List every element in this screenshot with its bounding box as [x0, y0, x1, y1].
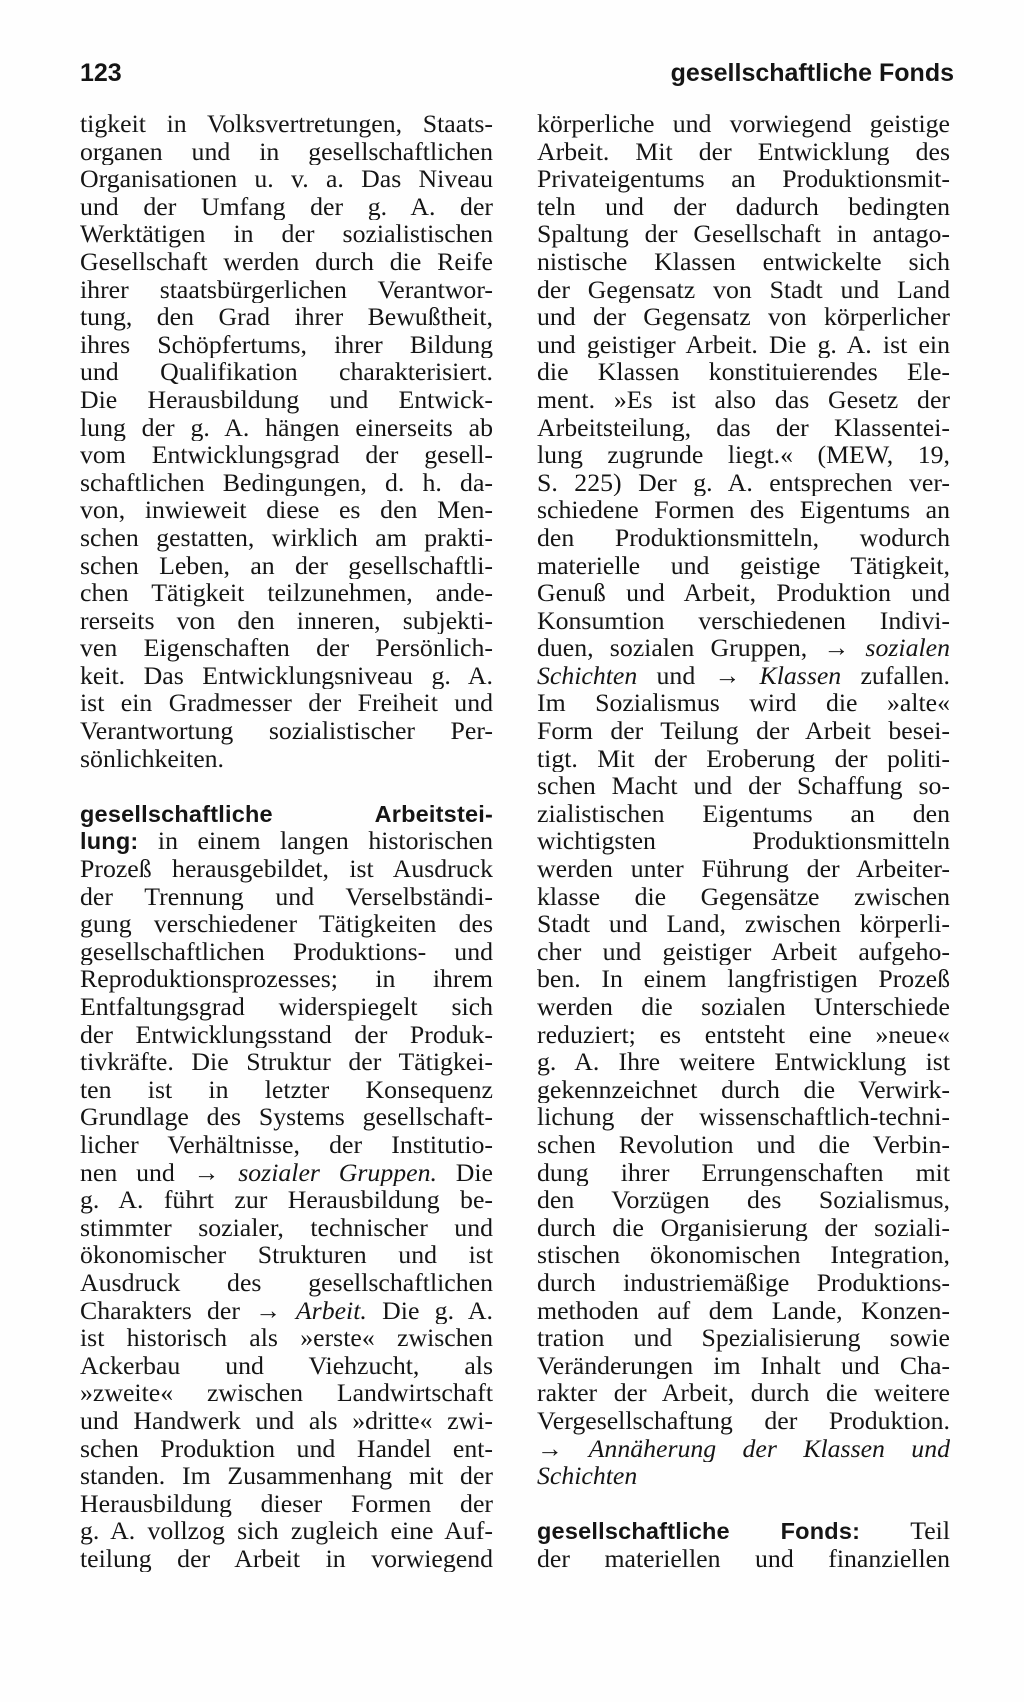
text-line: Vergesellschaftung der Produktion.	[537, 1406, 950, 1435]
text-line: Prozeß herausgebildet, ist Ausdruck	[80, 855, 493, 883]
text-line: ist historisch als »erste« zwischen	[80, 1324, 493, 1352]
text-line: werden unter Führung der Arbeiter-	[537, 855, 950, 883]
text-line: Form der Teilung der Arbeit besei-	[537, 717, 950, 745]
text-line: und der Gegensatz von körperlicher	[537, 303, 950, 331]
entry-gesellschaftliche-fonds: gesellschaftliche Fonds: Teil der materiellen und finanziellen	[537, 1517, 950, 1573]
text-line: ihrer staatsbürgerlichen Verantwor-	[80, 275, 493, 304]
text-line: schiedene Formen des Eigentums an	[537, 496, 950, 524]
text-line: teilung der Arbeit in vorwiegend	[80, 1544, 493, 1573]
text-line: licher Verhältnisse, der Institutio-	[80, 1130, 493, 1159]
text-line: durch die Organisierung der soziali-	[537, 1213, 950, 1242]
cross-reference-link[interactable]: sozialen	[849, 634, 950, 662]
page-number: 123	[80, 59, 122, 87]
text-line: tration und Spezialisierung sowie	[537, 1324, 950, 1352]
text-line: g. A. Ihre weitere Entwicklung ist	[537, 1048, 950, 1076]
cross-reference-link[interactable]: Annäherung der Klassen und	[562, 1434, 950, 1463]
text-line: lichung der wissenschaftlich-techni-	[537, 1103, 950, 1131]
text-line: Reproduktionsprozesses; in ihrem	[80, 965, 493, 993]
text-line: Arbeitsteilung, das der Klassentei-	[537, 413, 950, 442]
text-line: Genuß und Arbeit, Produktion und	[537, 579, 950, 607]
text-line: Verantwortung sozialistischer Per-	[80, 717, 493, 745]
text-line: durch industriemäßige Produktions-	[537, 1268, 950, 1297]
cross-ref-arrow: →	[823, 634, 850, 662]
text-line: organen und in gesellschaftlichen	[80, 137, 493, 166]
text-line: dung ihrer Errungenschaften mit	[537, 1158, 950, 1187]
text-line: und der Umfang der g. A. der	[80, 192, 493, 221]
cross-ref-arrow: →	[255, 1296, 282, 1325]
text-line: und Handwerk und als »dritte« zwi-	[80, 1406, 493, 1435]
text-line: lung der g. A. hängen einerseits ab	[80, 413, 493, 442]
text-line: Im Sozialismus wird die »alte«	[537, 689, 950, 718]
cross-reference-link[interactable]: Klassen	[740, 661, 842, 690]
text-line: lung zugrunde liegt.« (MEW, 19,	[537, 441, 950, 469]
text-line: stimmter sozialer, technischer und	[80, 1213, 493, 1242]
text-line: gung verschiedener Tätigkeiten des	[80, 910, 493, 938]
left-column	[80, 110, 493, 1572]
entry-text	[537, 110, 950, 634]
text-line: gesellschaftlichen Produktions- und	[80, 937, 493, 966]
text-line: ökonomischer Strukturen und ist	[80, 1241, 493, 1269]
entry-text	[80, 1186, 493, 1296]
text-line: wichtigsten Produktionsmitteln	[537, 827, 950, 856]
text-line: chen Tätigkeit teilzunehmen, ande-	[80, 579, 493, 607]
text-line: S. 225) Der g. A. entsprechen ver-	[537, 468, 950, 497]
text-line: schen gestatten, wirklich am prakti-	[80, 523, 493, 552]
text-line: Organisationen u. v. a. Das Niveau	[80, 165, 493, 193]
text-line: g. A. führt zur Herausbildung be-	[80, 1186, 493, 1214]
headword: gesellschaftliche Arbeitstei-	[80, 800, 493, 827]
text-line: den Produktionsmitteln, wodurch	[537, 523, 950, 552]
page-header	[80, 56, 954, 90]
text-line: standen. Im Zusammenhang mit der	[80, 1462, 493, 1490]
running-head: gesellschaftliche Fonds	[670, 59, 954, 87]
text-line: die Klassen konstituierendes Ele-	[537, 358, 950, 386]
text-line: vom Entwicklungsgrad der gesell-	[80, 441, 493, 469]
text-line: ten ist in letzter Konsequenz	[80, 1075, 493, 1104]
text-line: keit. Das Entwicklungsniveau g. A.	[80, 661, 493, 690]
text-line: Herausbildung dieser Formen der	[80, 1489, 493, 1518]
text-line: Die Herausbildung und Entwick-	[80, 385, 493, 414]
text-line: Konsumtion verschiedenen Indivi-	[537, 606, 950, 635]
text-line: sönlichkeiten.	[80, 744, 224, 773]
text-line: ben. In einem langfristigen Prozeß	[537, 965, 950, 993]
cross-reference-link[interactable]: Arbeit.	[281, 1296, 367, 1325]
entry-text	[80, 855, 493, 1159]
text-line: Stadt und Land, zwischen körperli-	[537, 910, 950, 938]
headword-cont: lung:	[80, 828, 139, 855]
text-line: der Entwicklungsstand der Produk-	[80, 1020, 493, 1049]
text-line: »zweite« zwischen Landwirtschaft	[80, 1379, 493, 1407]
text-line: tung, den Grad ihrer Bewußtheit,	[80, 303, 493, 331]
right-column: körperliche und vorwiegend geistige Arbeit. Mit der Entwicklung des Privateigentums an Produktionsmit- teln und der dadurch bedingten Spaltung der Gesellschaft in antago- nistische Klassen entwickelte sich der Gegensatz von Stadt und Land und der Gegensatz von körperlicher und geistiger Arbeit. Die g. A. ist ein die Klassen konstituierendes Ele- ment. »Es ist also das Gesetz der Arbeitsteilung, das der Klassentei- lung zugrunde liegt.« (MEW, 19, S. 225) Der g. A. entsprechen ver- schiedene Formen des Eigentums an den Produktionsmitteln, wodurch materielle und geistige Tätigkeit, Genuß und Arbeit, Produktion und Konsumtion verschiedenen Indivi- duen, sozialen Gruppen, → sozialen Schichten und → Klassen zufallen. Im Sozialismus wird die »alte« Form der Teilung der Arbeit besei- tigt. Mit der Eroberung der politi- schen Macht und der Schaffung so- zialistischen Eigentums an den wichtigsten Produktionsmitteln werden unter Führung der Arbeiter- klasse die Gegensätze zwischen Stadt und Land, zwischen körperli- cher und geistiger Arbeit aufgeho- ben. In einem langfristigen Prozeß werden die sozialen Unterschiede reduziert; es entsteht eine »neue« g. A. Ihre weitere Entwicklung ist gekennzeichnet durch die Verwirk- lichung der wissenschaftlich-techni- schen Revolution und die Verbin- dung ihrer Errungenschaften mit den Vorzügen des Sozialismus, durch die Organisierung der soziali- stischen ökonomischen Integration, durch industriemäßige Produktions- methoden auf dem Lande, Konzen- tration und Spezialisierung sowie Veränderungen im Inhalt und Cha- rakter der Arbeit, durch die weitere Vergesellschaftung der Produktion. → Annäherung der Klassen und Schichten gesellschaftliche Fonds: Teil der materiellen und finanziellen	[537, 110, 950, 1573]
cross-ref-arrow: →	[714, 661, 741, 690]
text-line: und Qualifikation charakterisiert.	[80, 358, 493, 386]
text-line: körperliche und vorwiegend geistige	[537, 110, 950, 138]
text-line: zialistischen Eigentums an den	[537, 799, 950, 828]
cross-ref-arrow: →	[537, 1434, 563, 1463]
text-line: nistische Klassen entwickelte sich	[537, 247, 950, 276]
text-line: rakter der Arbeit, durch die weitere	[537, 1379, 950, 1407]
cross-reference-link[interactable]: sozialer Gruppen.	[219, 1158, 437, 1187]
text-line: Veränderungen im Inhalt und Cha-	[537, 1351, 950, 1380]
text-line: Arbeit. Mit der Entwicklung des	[537, 137, 950, 166]
text-line: und geistiger Arbeit. Die g. A. ist ein	[537, 330, 950, 359]
text-line: tivkräfte. Die Struktur der Tätigkei-	[80, 1048, 493, 1076]
text-line: der Gegensatz von Stadt und Land	[537, 275, 950, 304]
text-line: Ausdruck des gesellschaftlichen	[80, 1268, 493, 1297]
text-line: schen Macht und der Schaffung so-	[537, 772, 950, 800]
text-line: klasse die Gegensätze zwischen	[537, 882, 950, 911]
text-line: tigt. Mit der Eroberung der politi-	[537, 744, 950, 773]
cross-ref-arrow: →	[193, 1158, 220, 1187]
text-line: gekennzeichnet durch die Verwirk-	[537, 1075, 950, 1104]
text-line: der Trennung und Verselbständi-	[80, 882, 493, 911]
text-line: schen Revolution und die Verbin-	[537, 1130, 950, 1159]
text-line: schen Produktion und Handel ent-	[80, 1434, 493, 1463]
text-line: ist ein Gradmesser der Freiheit und	[80, 689, 493, 718]
text-line: g. A. vollzog sich zugleich eine Auf-	[80, 1517, 493, 1545]
cross-reference-link-cont[interactable]: Schichten	[537, 1462, 638, 1490]
text-line: werden die sozialen Unterschiede	[537, 993, 950, 1021]
text-line: stischen ökonomischen Integration,	[537, 1241, 950, 1269]
entry-text	[537, 689, 950, 1434]
text-line: ven Eigenschaften der Persönlich-	[80, 634, 493, 662]
text-line: Ackerbau und Viehzucht, als	[80, 1351, 493, 1380]
cross-reference-link-cont[interactable]: Schichten	[537, 661, 638, 690]
text-line: cher und geistiger Arbeit aufgeho-	[537, 937, 950, 966]
text-line: Privateigentums an Produktionsmit-	[537, 165, 950, 193]
text-line: reduziert; es entsteht eine »neue«	[537, 1020, 950, 1049]
text-line: Grundlage des Systems gesellschaft-	[80, 1103, 493, 1131]
text-line: ment. »Es ist also das Gesetz der	[537, 385, 950, 414]
text-line: von, inwieweit diese es den Men-	[80, 496, 493, 524]
entry-text	[80, 1324, 493, 1572]
text-line: rerseits von den inneren, subjekti-	[80, 606, 493, 635]
text-line: schen Leben, an der gesellschaftli-	[80, 551, 493, 580]
text-line: der materiellen und finanziellen	[537, 1544, 950, 1573]
text-line: Werktätigen in der sozialistischen	[80, 220, 493, 248]
text-line: tigkeit in Volksvertretungen, Staats-	[80, 110, 493, 138]
headword: gesellschaftliche Fonds:	[537, 1518, 861, 1545]
text-line: teln und der dadurch bedingten	[537, 192, 950, 221]
entry-gesellschaftliche-arbeitsteilung: gesellschaftliche Arbeitstei- lung: in einem langen historischen Prozeß herausgebildet, ist Ausdruck der Trennung und Verselbständi- gung verschiedener Tätigkeiten des gesellschaftlichen Produktions- und Reproduktionsprozesses; in ihrem Entfaltungsgrad widerspiegelt sich der Entwicklungsstand der Produk- tivkräfte. Die Struktur der Tätigkei- ten ist in letzter Konsequenz Grundlage des Systems gesellschaft- licher Verhältnisse, der Institutio- nen und → sozialer Gruppen. Die g. A. führt zur Herausbildung be- stimmter sozialer, technischer und ökonomischer Strukturen und ist Ausdruck des gesellschaftlichen Charakters der → Arbeit. Die g. A. ist historisch als »erste« zwischen Ackerbau und Viehzucht, als »zweite« zwischen Landwirtschaft und Handwerk und als »dritte« zwi- schen Produktion und Handel ent- standen. Im Zusammenhang mit der Herausbildung dieser Formen der g. A. vollzog sich zugleich eine Auf- teilung der Arbeit in vorwiegend	[80, 800, 493, 1573]
text-line: Entfaltungsgrad widerspiegelt sich	[80, 993, 493, 1021]
paragraph-continuation	[80, 110, 493, 772]
text-line: Spaltung der Gesellschaft in antago-	[537, 220, 950, 248]
text-line: schaftlichen Bedingungen, d. h. da-	[80, 468, 493, 497]
text-line: methoden auf dem Lande, Konzen-	[537, 1296, 950, 1325]
text-line: Gesellschaft werden durch die Reife	[80, 247, 493, 276]
text-line: materielle und geistige Tätigkeit,	[537, 551, 950, 580]
text-line: den Vorzügen des Sozialismus,	[537, 1186, 950, 1214]
text-line: ihres Schöpfertums, ihrer Bildung	[80, 330, 493, 359]
